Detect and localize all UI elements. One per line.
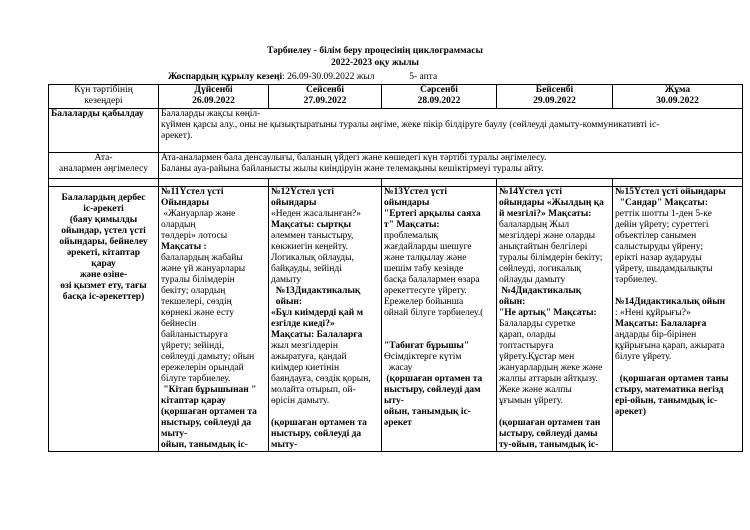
activity-line: езгілде киеді?»	[271, 319, 335, 329]
activity-line: (қоршаған ортамен та	[161, 407, 257, 417]
activity-cell-mon	[159, 187, 269, 452]
activity-line: (қоршаған ортамен тан	[499, 418, 601, 428]
doc-title: Тәрбиелеу - білім беру процесінің циклограммасы	[267, 46, 483, 56]
activity-line: ұғымын үйрету.	[499, 396, 563, 406]
activity-line: жыл мезгілдерін	[271, 341, 338, 351]
activity-label-line: өзі қызмет ету, тағы	[60, 281, 147, 291]
activity-label	[49, 187, 159, 452]
parents-text: Ата-аналармен бала денсаулығы, баланың үйдегі және көшедегі күн тәртібі туралы әңгімелесу. Баланы ауа-райына байланысты жылы киіндіруін және телемақыны кешіктірмеуі туралы айту.	[159, 153, 743, 179]
activity-cell-tue	[269, 187, 382, 452]
activity-cell-thu	[497, 187, 613, 452]
activity-line: туралы білімдерін бекіту;	[499, 253, 603, 263]
activity-line: әрекет	[384, 418, 412, 428]
activity-label-line: басқа іс-әрекеттер)	[62, 292, 145, 302]
activity-line: мыту-	[161, 429, 188, 439]
activity-line: ойын:	[499, 297, 526, 307]
activity-label-line: және өзіне-	[79, 270, 128, 280]
activity-line	[271, 407, 379, 418]
activity-line: «Жануарлар және	[161, 209, 236, 219]
activity-line: Ойындары	[161, 198, 210, 208]
activity-line: киімдер киетінін	[271, 363, 340, 373]
activity-line: және талқылау және	[384, 253, 467, 263]
activity-line: қарап, оларды	[499, 330, 556, 340]
activity-line: баяндауға, сөздік қорын,	[271, 374, 371, 384]
activity-line: ережелерін орындай	[161, 363, 244, 373]
activity-line: Мақсаты: сыртқы	[271, 220, 351, 230]
activity-line	[615, 363, 740, 374]
reception-label: Балаларды қабылдау	[49, 109, 159, 153]
activity-label-line: қарау	[91, 259, 116, 269]
activity-line: жасау	[384, 363, 413, 373]
activity-line: №15Үстел үсті ойындары	[615, 187, 726, 197]
activity-line: жалпы аттарын айтқызу.	[499, 374, 598, 384]
activity-line: өрісін дамыту.	[271, 396, 330, 406]
activity-line: ыту-	[384, 396, 404, 406]
activity-line: олардың	[161, 220, 196, 230]
activity-line: білуге тәрбиелеу.	[161, 374, 231, 384]
activity-line: салыстыруды үйрену;	[615, 242, 704, 252]
activity-line: ыстыру, сөйлеуді дамы	[499, 429, 598, 439]
activity-line: Мақсаты :	[161, 242, 207, 252]
activity-line: Ережелер бойынша	[384, 297, 464, 307]
activity-line: бейнесін	[161, 319, 197, 329]
activity-line	[384, 330, 494, 341]
activity-line: ойындары	[384, 198, 430, 208]
activity-line: "Табиғат бұрышы"	[384, 341, 470, 351]
row-spacer	[49, 179, 743, 187]
activity-line: сөйлеуді, логикалық	[499, 264, 582, 274]
activity-line: әрекет)	[615, 407, 647, 417]
header-day-thu: Бейсенбі 29.09.2022	[497, 85, 613, 109]
plan-value: : 26.09-30.09.2022 жыл	[282, 72, 375, 82]
activity-line: Балаларды суретке	[499, 319, 576, 329]
plan-label: Жоспардың құрылу кезеңі	[168, 72, 283, 82]
activity-line: текшелері, сөздің	[161, 297, 232, 307]
activity-line: және үй жануарлары	[161, 264, 246, 274]
activity-line: үйрету.Құстар мен	[499, 352, 575, 362]
activity-line: мезгілдері және оларды	[499, 231, 596, 241]
activity-line: көрнекі және есту	[161, 308, 234, 318]
activity-line: сөйлеуді дамыту; ойын	[161, 352, 255, 362]
activity-line: әлеммен таныстыру,	[271, 231, 354, 241]
activity-line: төлдері» лотосы	[161, 231, 228, 241]
activity-line: ойын, танымдық іс-	[384, 407, 471, 417]
activity-line: ныстыру, сөйлеуді да	[161, 418, 252, 428]
cyclogram-table	[48, 84, 743, 452]
activity-line: құйрығына қарап, ажырата	[615, 341, 725, 351]
activity-line: №4Дидактикалық	[499, 286, 582, 296]
activity-line: басқа балалармен өзара	[384, 275, 480, 285]
activity-line: ойындары	[271, 198, 317, 208]
header-day-tue: Сейсенбі 27.09.2022	[269, 85, 382, 109]
week-label: 5- апта	[409, 72, 438, 82]
activity-line: байқауды, зейінді	[271, 264, 342, 274]
activity-line: шешім табу кезінде	[384, 264, 464, 274]
activity-line: (қоршаған ортамен та	[384, 374, 483, 384]
row-reception	[49, 109, 743, 153]
header-day-wed: Сәрсенбі 28.09.2022	[382, 85, 497, 109]
activity-line: №13Үстел үсті	[384, 187, 447, 197]
activity-line	[615, 286, 740, 297]
activity-line: (қоршаған ортамен та	[271, 418, 367, 428]
activity-line: №14Дидактикалық ойын	[615, 297, 726, 307]
activity-line: кітаптар қарау	[161, 396, 226, 406]
activity-line: анықтайтын белгілері	[499, 242, 588, 252]
activity-line: ныстыру, сөйлеуді дам	[384, 385, 481, 395]
header-period: Күн тәртібінің кезеңдері	[49, 85, 159, 109]
activity-cell-wed	[382, 187, 497, 452]
activity-cell-fri	[613, 187, 743, 452]
activity-line: молайта отырып, ой-	[271, 385, 356, 395]
activity-line: туралы білімдерін	[161, 275, 235, 285]
activity-line: жануарлардың жеке және	[499, 363, 603, 373]
row-activity	[49, 187, 743, 452]
activity-line: білуге үйрету.	[615, 352, 672, 362]
activity-line: Жеке және жалпы	[499, 385, 572, 395]
activity-line: үйрету; зейінді,	[161, 341, 225, 351]
activity-line: әрекеттесуге үйрету.	[384, 286, 467, 296]
activity-line: «Бұл киімдерді қай м	[271, 308, 364, 318]
activity-line	[384, 319, 494, 330]
activity-line: дамыту	[271, 275, 302, 285]
activity-line: тәрбиелеу.	[615, 275, 658, 285]
activity-line: ерікті назар аударуды	[615, 253, 702, 263]
activity-label-line: әрекеті, кітаптар	[66, 248, 141, 258]
activity-line: "Ертегі арқылы саяха	[384, 209, 481, 219]
activity-line: №12Үстел үсті	[271, 187, 334, 197]
activity-line: й мезгілі?» Мақсаты:	[499, 209, 592, 219]
activity-line: "Сандар" Мақсаты:	[615, 198, 708, 208]
activity-line: ойлауды дамыту	[499, 275, 566, 285]
header-row	[49, 85, 743, 109]
activity-line: мыту-	[271, 440, 298, 450]
activity-line: Мақсаты: Балаларға	[615, 319, 707, 329]
activity-label-line: ойындар, үстел үсті	[61, 226, 146, 236]
activity-line: ойын, танымдық іс-	[161, 440, 248, 450]
activity-label-line: (баяу қимылды	[69, 215, 138, 225]
activity-line: байланыстыруға	[161, 330, 228, 340]
activity-line: ойындары «Жылдың қа	[499, 198, 604, 208]
activity-line: балалардың Жыл	[499, 220, 570, 230]
parents-label: Ата- аналармен әңгімелесу	[49, 153, 159, 179]
reception-text: Балаларды жақсы көңіл- күймен қарсы алу., оны не қызықтыратыны туралы әңгіме, жеке пікір білдіруге баулу (сөйлеудi дамыту-коммуникативтi іс- әрекет).	[159, 109, 743, 153]
activity-line: т" Мақсаты:	[384, 220, 440, 230]
row-parents	[49, 153, 743, 179]
activity-line: балалардың жабайы	[161, 253, 243, 263]
activity-line: реттік шотты 1-ден 5-ке	[615, 209, 712, 219]
activity-line: үйрету, шыдамдылықты	[615, 264, 713, 274]
activity-line: стыру, математика негізд	[615, 385, 724, 395]
activity-label-line: Балалардың дербес	[61, 193, 146, 203]
activity-line: дейін үйрету; суреттегі	[615, 220, 709, 230]
activity-line: №13Дидактикалық	[271, 286, 361, 296]
activity-line: бекіту; олардың	[161, 286, 226, 296]
activity-line: объектілер санымен	[615, 231, 697, 241]
activity-line: жағдайларды шешуге	[384, 242, 472, 252]
header-day-fri: Жұма 30.09.2022	[613, 85, 743, 109]
activity-line: ойын:	[271, 297, 303, 307]
activity-line: Өсімдіктерге күтім	[384, 352, 462, 362]
activity-line: Логикалық ойлауды,	[271, 253, 354, 263]
activity-line: ойнай білуге тәрбиелеу.(	[384, 308, 484, 318]
activity-line: №11Үстел үсті	[161, 187, 224, 197]
activity-line: проблемалық	[384, 231, 439, 241]
activity-line	[499, 407, 610, 418]
activity-line: "Не артық" Мақсаты:	[499, 308, 597, 318]
activity-line: ері-ойын, танымдық іс-	[615, 396, 718, 406]
activity-line: Мақсаты: Балаларға	[271, 330, 363, 340]
activity-line: : «Нені құйрығы?»	[615, 308, 691, 318]
header-day-mon: Дүйсенбі 26.09.2022	[159, 85, 269, 109]
doc-year: 2022-2023 оқу жылы	[331, 58, 419, 68]
activity-label-line: іс-әрекеті	[83, 204, 124, 214]
activity-line: көкжиегін кеңейту.	[271, 242, 349, 252]
activity-label-line: ойындары, бейнелеу	[59, 237, 148, 247]
plan-period	[168, 72, 437, 83]
activity-line: топтастыруға	[499, 341, 554, 351]
activity-line: "Кітап бұрышынан "	[161, 385, 257, 395]
activity-line: (қоршаған ортамен таны	[615, 374, 729, 384]
activity-line: ажыратуға, қандай	[271, 352, 347, 362]
activity-line: аңдарды бір-бірінен	[615, 330, 697, 340]
activity-line: №14Үстел үсті	[499, 187, 562, 197]
activity-line: «Неден жасалынған?»	[271, 209, 361, 219]
activity-line: ныстыру, сөйлеуді да	[271, 429, 362, 439]
activity-line: ту-ойын, танымдық іс-	[499, 440, 599, 450]
